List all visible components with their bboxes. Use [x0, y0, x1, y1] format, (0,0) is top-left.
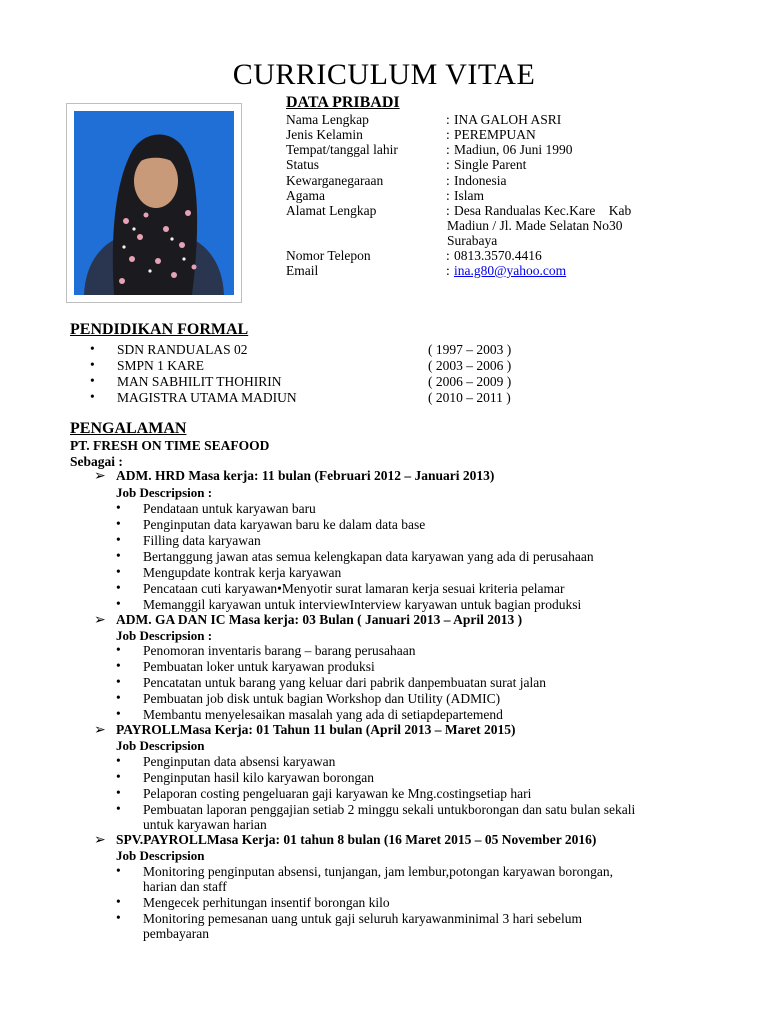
profile-photo [66, 103, 242, 303]
duty-text: Mengecek perhitungan insentif borongan kilo [143, 895, 390, 910]
school-years: ( 2010 – 2011 ) [428, 390, 511, 405]
bullet-icon: • [116, 706, 121, 721]
school-years: ( 1997 – 2003 ) [428, 342, 512, 357]
duty-text: Pembuatan job disk untuk bagian Workshop dan Utility (ADMIC) [143, 691, 501, 706]
row-value: 0813.3570.4416 [454, 248, 542, 263]
duty-text: pembayaran [143, 926, 209, 941]
bullet-icon: • [116, 658, 121, 673]
job-description-label: Job Descripsion : [116, 628, 213, 643]
row-colon: : [446, 112, 450, 127]
row-label: Alamat Lengkap [286, 203, 377, 218]
school-name: MAGISTRA UTAMA MADIUN [117, 390, 297, 405]
bullet-icon: • [116, 564, 121, 579]
row-label: Nama Lengkap [286, 112, 369, 127]
row-label: Status [286, 157, 320, 172]
bullet-icon: • [116, 801, 121, 816]
bullet-icon: • [116, 769, 121, 784]
duty-text: Bertanggung jawan atas semua kelengkapan data karyawan yang ada di perusahaan [143, 549, 594, 564]
job-description-label: Job Descripsion [116, 848, 205, 863]
row-label: Jenis Kelamin [286, 127, 363, 142]
bullet-icon: • [116, 753, 121, 768]
bullet-icon: • [116, 674, 121, 689]
bullet-icon: • [116, 580, 121, 595]
page-title: CURRICULUM VITAE [232, 58, 536, 91]
bullet-icon: • [116, 548, 121, 563]
row-value: Desa Randualas Kec.Kare Kab [454, 203, 632, 218]
duty-text: Penginputan hasil kilo karyawan borongan [143, 770, 374, 785]
row-label: Kewarganegaraan [286, 173, 384, 188]
row-colon: : [446, 248, 450, 263]
row-colon: : [446, 127, 450, 142]
bullet-icon: • [116, 596, 121, 611]
arrow-bullet-icon: ➢ [94, 833, 106, 848]
bullet-icon: • [116, 642, 121, 657]
row-colon: : [446, 173, 450, 188]
duty-text: Pencataan cuti karyawan•Menyotir surat lamaran kerja sesuai kriteria pelamar [143, 581, 565, 596]
bullet-icon: • [90, 389, 95, 404]
email-link[interactable]: ina.g80@yahoo.com [454, 263, 567, 278]
arrow-bullet-icon: ➢ [94, 469, 106, 484]
row-label: Nomor Telepon [286, 248, 371, 263]
duty-text: Memanggil karyawan untuk interviewInterview karyawan untuk bagian produksi [143, 597, 582, 612]
portrait-image [74, 111, 234, 295]
arrow-bullet-icon: ➢ [94, 613, 106, 628]
duty-text: Penginputan data absensi karyawan [143, 754, 336, 769]
section-heading-data-pribadi: DATA PRIBADI [286, 94, 400, 111]
row-value: Islam [454, 188, 484, 203]
row-value: Single Parent [454, 157, 527, 172]
bullet-icon: • [116, 532, 121, 547]
row-value: PEREMPUAN [454, 127, 536, 142]
row-value: Madiun, 06 Juni 1990 [454, 142, 573, 157]
duty-text: Monitoring penginputan absensi, tunjangan, jam lembur,potongan karyawan borongan, [143, 864, 613, 879]
row-label: Tempat/tanggal lahir [286, 142, 398, 157]
bullet-icon: • [116, 500, 121, 515]
bullet-icon: • [116, 516, 121, 531]
arrow-bullet-icon: ➢ [94, 723, 106, 738]
role-title: ADM. HRD Masa kerja: 11 bulan (Februari 2012 – Januari 2013) [116, 468, 495, 483]
school-name: SMPN 1 KARE [117, 358, 205, 373]
duty-text: Penginputan data karyawan baru ke dalam data base [143, 517, 426, 532]
school-name: SDN RANDUALAS 02 [117, 342, 248, 357]
row-colon: : [446, 203, 450, 218]
role-title: ADM. GA DAN IC Masa kerja: 03 Bulan ( Januari 2013 – April 2013 ) [116, 612, 523, 627]
sebagai-label: Sebagai : [70, 454, 123, 469]
job-description-label: Job Descripsion [116, 738, 205, 753]
duty-text: Monitoring pemesanan uang untuk gaji seluruh karyawanminimal 3 hari sebelum [143, 911, 583, 926]
duty-text: Pencatatan untuk barang yang keluar dari pabrik danpembuatan surat jalan [143, 675, 546, 690]
bullet-icon: • [116, 894, 121, 909]
role-title: SPV.PAYROLLMasa Kerja: 01 tahun 8 bulan (16 Maret 2015 – 05 November 2016) [116, 832, 597, 847]
job-description-label: Job Descripsion : [116, 485, 213, 500]
section-heading-pendidikan: PENDIDIKAN FORMAL [70, 321, 249, 338]
school-years: ( 2006 – 2009 ) [428, 374, 512, 389]
address-line: Surabaya [447, 233, 498, 248]
duty-text: Mengupdate kontrak kerja karyawan [143, 565, 342, 580]
bullet-icon: • [116, 785, 121, 800]
role-title: PAYROLLMasa Kerja: 01 Tahun 11 bulan (April 2013 – Maret 2015) [116, 722, 516, 737]
row-colon: : [446, 263, 450, 278]
row-label: Agama [286, 188, 325, 203]
school-name: MAN SABHILIT THOHIRIN [117, 374, 282, 389]
row-label: Email [286, 263, 319, 278]
duty-text: harian dan staff [143, 879, 227, 894]
duty-text: Membantu menyelesaikan masalah yang ada di setiapdepartemend [143, 707, 503, 722]
row-value: Indonesia [454, 173, 507, 188]
bullet-icon: • [116, 910, 121, 925]
bullet-icon: • [90, 341, 95, 356]
row-colon: : [446, 188, 450, 203]
duty-text: untuk karyawan harian [143, 817, 267, 832]
row-colon: : [446, 142, 450, 157]
duty-text: Filling data karyawan [143, 533, 261, 548]
duty-text: Pembuatan loker untuk karyawan produksi [143, 659, 375, 674]
bullet-icon: • [116, 863, 121, 878]
duty-text: Pelaporan costing pengeluaran gaji karyawan ke Mng.costingsetiap hari [143, 786, 532, 801]
bullet-icon: • [90, 373, 95, 388]
row-colon: : [446, 157, 450, 172]
bullet-icon: • [90, 357, 95, 372]
duty-text: Penomoran inventaris barang – barang perusahaan [143, 643, 416, 658]
school-years: ( 2003 – 2006 ) [428, 358, 512, 373]
address-line: Madiun / Jl. Made Selatan No30 [447, 218, 623, 233]
bullet-icon: • [116, 690, 121, 705]
section-heading-pengalaman: PENGALAMAN [70, 420, 187, 437]
row-value: INA GALOH ASRI [454, 112, 562, 127]
duty-text: Pendataan untuk karyawan baru [143, 501, 316, 516]
duty-text: Pembuatan laporan penggajian setiab 2 minggu sekali untukborongan dan satu bulan sekali [143, 802, 636, 817]
company-name: PT. FRESH ON TIME SEAFOOD [70, 438, 270, 453]
